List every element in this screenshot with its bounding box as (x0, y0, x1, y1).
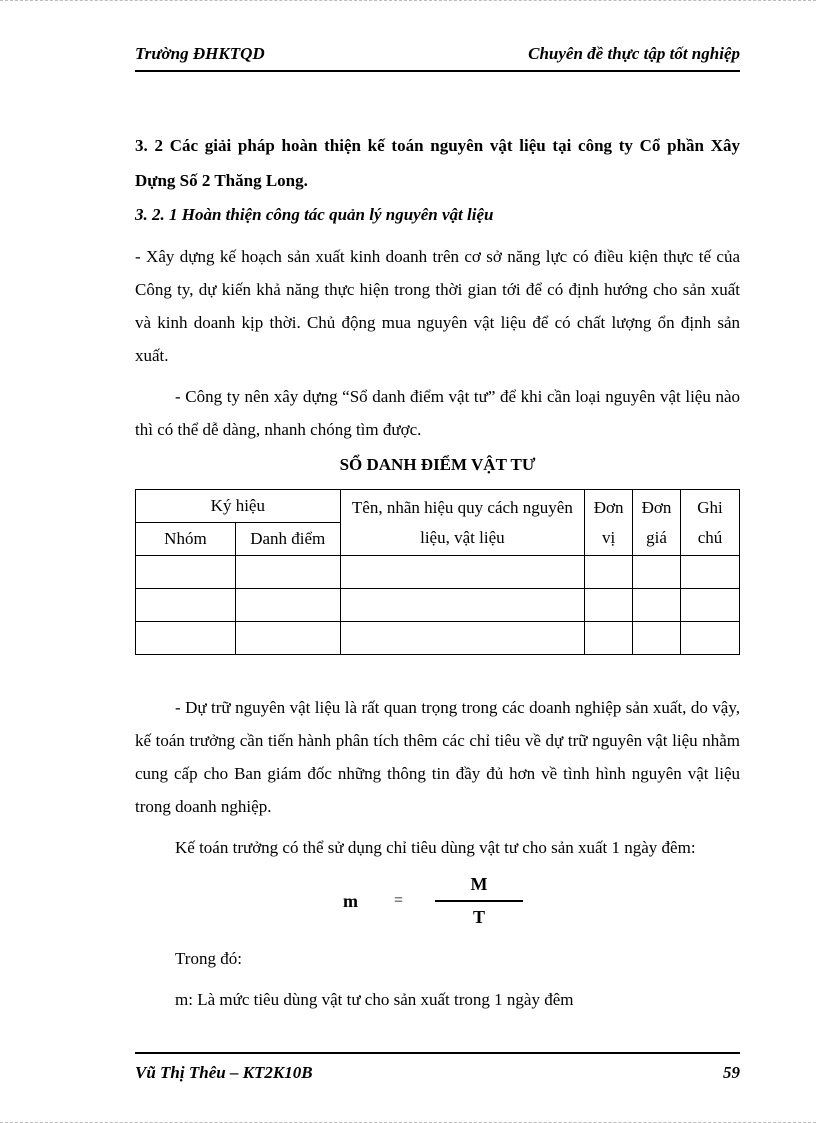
col-header-danh-diem: Danh điểm (235, 523, 340, 556)
paragraph-m-definition: m: Là mức tiêu dùng vật tư cho sản xuất trong 1 ngày đêm (175, 990, 574, 1009)
table-row-empty (136, 556, 740, 589)
empty-cell (633, 556, 681, 589)
page-footer (135, 1052, 740, 1083)
paragraph-plan: - Xây dựng kế hoạch sản xuất kinh doanh trên cơ sở năng lực có điều kiện thực tế của Công ty, dự kiến khả năng thực hiện trong thời gian tới để có định hướng cho sản xuất và kinh doanh kịp thời. Chủ động mua nguyên vật liệu để có chất lượng ổn định sản xuất. (135, 247, 740, 365)
empty-cell (235, 622, 340, 655)
danh-diem-table (135, 489, 740, 655)
empty-cell (136, 622, 236, 655)
table-header-row-1 (136, 490, 740, 523)
empty-cell (136, 589, 236, 622)
col-header-ky-hieu: Ký hiệu (136, 490, 341, 523)
table-row-empty (136, 589, 740, 622)
empty-cell (681, 556, 740, 589)
empty-cell (340, 622, 584, 655)
table-row-empty (136, 622, 740, 655)
formula-block (343, 874, 740, 928)
table-title: SỔ DANH ĐIỂM VẬT TƯ (339, 455, 536, 474)
subsection-heading: 3. 2. 1 Hoàn thiện công tác quản lý nguyên vật liệu (135, 205, 494, 224)
col-header-ten: Tên, nhãn hiệu quy cách nguyên liệu, vật liệu (340, 490, 584, 556)
empty-cell (235, 589, 340, 622)
empty-cell (585, 622, 633, 655)
fraction-denominator: T (473, 907, 486, 927)
empty-cell (340, 589, 584, 622)
section-heading: 3. 2 Các giải pháp hoàn thiện kế toán nguyên vật liệu tại công ty Cổ phần Xây Dựng Số 2 Thăng Long. (135, 136, 740, 190)
fraction (435, 874, 523, 928)
header-right-text: Chuyên đề thực tập tốt nghiệp (528, 44, 740, 63)
col-header-nhom: Nhóm (136, 523, 236, 556)
col-header-ghi-chu: Ghi chú (681, 490, 740, 556)
paragraph-du-tru: - Dự trữ nguyên vật liệu là rất quan trọng trong các doanh nghiệp sản xuất, do vậy, kế toán trưởng cần tiến hành phân tích thêm các chỉ tiêu về dự trữ nguyên vật liệu nhằm cung cấp cho Ban giám đốc những thông tin đầy đủ hơn về tình hình nguyên vật liệu trong doanh nghiệp. (135, 698, 740, 816)
paragraph-chi-tieu: Kế toán trưởng có thể sử dụng chỉ tiêu dùng vật tư cho sản xuất 1 ngày đêm: (175, 838, 696, 857)
header-left-text: Trường ĐHKTQD (135, 44, 265, 63)
col-header-don-vi: Đơn vị (585, 490, 633, 556)
footer-author: Vũ Thị Thêu – KT2K10B (135, 1063, 313, 1082)
paragraph-danh-diem: - Công ty nên xây dựng “Sổ danh điểm vật tư” để khi cần loại nguyên vật liệu nào thì có thể dễ dàng, nhanh chóng tìm được. (135, 387, 740, 439)
fraction-numerator: M (470, 874, 488, 894)
empty-cell (585, 589, 633, 622)
empty-cell (633, 622, 681, 655)
empty-cell (681, 622, 740, 655)
page-number: 59 (723, 1063, 740, 1082)
formula-lhs: m (343, 890, 358, 911)
empty-cell (136, 556, 236, 589)
empty-cell (681, 589, 740, 622)
paragraph-trong-do: Trong đó: (175, 949, 242, 968)
empty-cell (585, 556, 633, 589)
page-header (135, 43, 740, 72)
empty-cell (633, 589, 681, 622)
empty-cell (340, 556, 584, 589)
equals-sign: = (394, 892, 404, 909)
empty-cell (235, 556, 340, 589)
col-header-don-gia: Đơn giá (633, 490, 681, 556)
